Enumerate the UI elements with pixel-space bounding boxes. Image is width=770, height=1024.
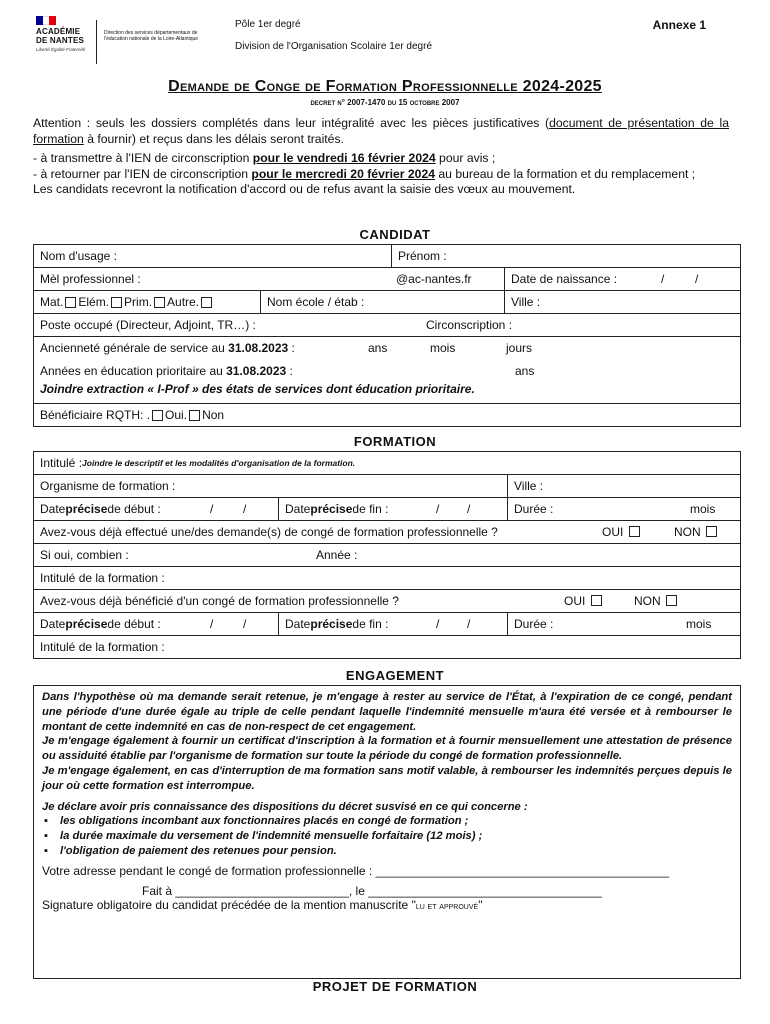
anciennete-field[interactable] — [40, 341, 295, 355]
deja-demande-non — [674, 525, 719, 539]
mat-checkbox[interactable] — [65, 297, 76, 308]
signature-line[interactable] — [42, 898, 732, 915]
intitule-formation-field-1[interactable] — [34, 567, 740, 589]
date-fin-precise-1: précise — [310, 502, 353, 516]
return-pre: - à retourner par l'IEN de circonscription — [33, 166, 252, 181]
naissance-field[interactable] — [504, 268, 740, 290]
annees-ep-ans: ans — [515, 364, 535, 378]
rqth-non-checkbox[interactable] — [189, 410, 200, 421]
notification-line: Les candidats recevront la notification d'accord ou de refus avant la saisie des vœux au mouvement. — [33, 182, 576, 196]
formation-ville-label: Ville : — [514, 479, 544, 493]
row-rqth — [34, 404, 740, 426]
deja-beneficie-oui-label: OUI — [564, 594, 586, 608]
intitule-hint: Joindre le descriptif et les modalités d'organisation de la formation. — [82, 458, 356, 468]
transmit-line — [33, 151, 729, 167]
list-item: ▪ la durée maximale du versement de l'indemnité mensuelle forfaitaire (12 mois) ; — [60, 829, 732, 844]
ville-field[interactable] — [504, 291, 740, 313]
mel-label: Mèl professionnel : — [40, 272, 141, 286]
logo-name-line2: DE NANTES — [36, 36, 85, 45]
anciennete-jours: jours — [506, 341, 533, 355]
date-debut-pre-1: Date — [40, 502, 66, 516]
signature-mention: lu et approuvé — [415, 901, 479, 913]
intitule-label: Intitulé : — [40, 456, 83, 470]
logo-motto: Liberté Égalité Fraternité — [36, 47, 86, 52]
date-debut-precise-2: précise — [65, 617, 108, 631]
date-fin-pre-2: Date — [285, 617, 311, 631]
formation-table — [33, 451, 741, 659]
row-deja-beneficie — [34, 590, 740, 613]
anciennete-ans: ans — [368, 341, 388, 355]
signature-quote: " — [478, 898, 483, 913]
attention-paragraph — [33, 116, 729, 147]
circonscription-label: Circonscription : — [426, 318, 513, 332]
intitule-field[interactable] — [34, 452, 740, 474]
row-combien — [34, 544, 740, 567]
return-date: pour le mercredi 20 février 2024 — [251, 166, 435, 181]
engagement-box — [33, 685, 741, 979]
attention-pre: Attention : seuls les dossiers complétés dans leur intégralité avec les pièces justificatives ( — [33, 116, 550, 130]
formation-title: FORMATION — [353, 434, 437, 449]
combien-field[interactable] — [34, 544, 740, 566]
duree-mois-2: mois — [686, 617, 712, 631]
pole-label: Pôle 1er degré — [235, 19, 301, 30]
rqth-oui-label: Oui. — [165, 408, 188, 422]
annees-ep-field[interactable] — [40, 364, 293, 378]
deja-demande-group — [34, 521, 740, 543]
candidat-title: CANDIDAT — [359, 227, 431, 242]
duree-label-1: Durée : — [514, 502, 554, 516]
mel-field[interactable] — [34, 268, 504, 290]
logo-direction: Direction des services départementaux de l'éducation nationale de la Loire-Atlantique — [104, 30, 199, 42]
combien-label: Si oui, combien : — [40, 548, 129, 562]
row-intitule — [34, 452, 740, 475]
deja-demande-non-checkbox[interactable] — [706, 526, 717, 537]
date-fin-slash-1b: / — [467, 502, 471, 516]
deja-beneficie-label: Avez-vous déjà bénéficié d'un congé de formation professionnelle ? — [40, 594, 399, 608]
deja-demande-non-label: NON — [674, 525, 701, 539]
row-deja-demande — [34, 521, 740, 544]
annees-ep-colon: : — [286, 364, 293, 378]
anciennete-label: Ancienneté générale de service au — [40, 341, 229, 355]
deja-beneficie-oui — [564, 594, 604, 608]
engagement-p4: Je déclare avoir pris connaissance des dispositions du décret susvisé en ce qui concerne : — [42, 800, 528, 813]
row-anciennete — [34, 337, 740, 404]
row-organisme — [34, 475, 740, 498]
rqth-non-label: Non — [202, 408, 225, 422]
deja-beneficie-oui-checkbox[interactable] — [591, 595, 602, 606]
duree-mois-1: mois — [690, 502, 716, 516]
division-label: Division de l'Organisation Scolaire 1er degré — [235, 41, 433, 52]
date-fin-slash-2a: / — [436, 617, 440, 631]
page-title: Demande de Conge de Formation Professionnelle 2024-2025 — [168, 78, 602, 95]
rqth-group — [34, 404, 740, 426]
autre-checkbox[interactable] — [201, 297, 212, 308]
list-item: ▪ les obligations incombant aux fonctionnaires placés en congé de formation ; — [60, 814, 732, 829]
row-mel — [34, 268, 740, 291]
date-fin-precise-2: précise — [310, 617, 353, 631]
marianne-flag-icon — [36, 16, 56, 25]
anciennete-date: 31.08.2023 — [228, 341, 289, 355]
engagement-title: ENGAGEMENT — [345, 668, 445, 683]
prenom-label: Prénom : — [398, 249, 447, 263]
duree-field-1[interactable] — [507, 498, 740, 520]
mel-domain: @ac-nantes.fr — [396, 272, 472, 286]
logo-name-line1: ACADÉMIE — [36, 27, 81, 36]
annexe-label: Annexe 1 — [652, 18, 706, 32]
deja-beneficie-non-checkbox[interactable] — [666, 595, 677, 606]
row-intitule-formation-2 — [34, 636, 740, 658]
autre-label: Autre. — [167, 295, 200, 309]
deja-demande-oui — [602, 525, 642, 539]
organisme-field[interactable] — [34, 475, 507, 497]
nom-usage-field[interactable] — [34, 245, 391, 267]
deja-demande-oui-checkbox[interactable] — [629, 526, 640, 537]
date-fin-field-1[interactable] — [278, 498, 507, 520]
intro-text — [33, 116, 729, 198]
rqth-oui-checkbox[interactable] — [152, 410, 163, 421]
date-debut-field-2[interactable] — [34, 613, 278, 635]
date-debut-slash-1b: / — [243, 502, 247, 516]
candidat-table — [33, 244, 741, 427]
engagement-p3: Je m'engage également, en cas d'interruption de ma formation sans motif valable, à rembourser les indemnités perçues depuis le jour où cette formation est interrompue. — [42, 764, 732, 792]
joindre-iprof-note: Joindre extraction « I-Prof » des états de services dont éducation prioritaire. — [40, 382, 475, 396]
ville-label: Ville : — [511, 295, 541, 309]
prim-checkbox[interactable] — [154, 297, 165, 308]
date-debut-label-1: de début : — [107, 502, 161, 516]
nom-ecole-field[interactable] — [260, 291, 504, 313]
date-fin-slash-1a: / — [436, 502, 440, 516]
nom-usage-label: Nom d'usage : — [40, 249, 117, 263]
academie-logo — [36, 16, 98, 52]
intitule-formation-label-2: Intitulé de la formation : — [40, 640, 165, 654]
ecole-type-group — [34, 291, 260, 313]
annees-ep-label: Années en éducation prioritaire au — [40, 364, 227, 378]
annees-ep-date: 31.08.2023 — [226, 364, 287, 378]
date-fin-field-2[interactable] — [278, 613, 507, 635]
transmit-post: pour avis ; — [435, 151, 496, 165]
attention-post: à fournir) et reçus dans les délais seront traités. — [83, 131, 344, 146]
list-item: ▪ l'obligation de paiement des retenues pour pension. — [60, 844, 732, 859]
row-nom — [34, 245, 740, 268]
date-fin-pre-1: Date — [285, 502, 311, 516]
anciennete-mois: mois — [430, 341, 456, 355]
date-fin-label-1: de fin : — [352, 502, 389, 516]
attention-underlined: document de présentation de la formation — [33, 116, 729, 146]
deja-beneficie-group — [34, 590, 740, 612]
anciennete-colon: : — [288, 341, 295, 355]
logo-separator — [96, 20, 97, 64]
intitule-formation-field-2[interactable] — [34, 636, 740, 658]
decret-reference: decret n° 2007-1470 du 15 octobre 2007 — [310, 98, 460, 107]
row-poste — [34, 314, 740, 337]
poste-field[interactable] — [34, 314, 740, 336]
row-dates-1 — [34, 498, 740, 521]
date-debut-precise-1: précise — [65, 502, 108, 516]
duree-field-2[interactable] — [507, 613, 740, 635]
date-fin-slash-2b: / — [467, 617, 471, 631]
return-post: au bureau de la formation et du remplacement ; — [435, 166, 696, 181]
row-ecole — [34, 291, 740, 314]
naissance-slash-1: / — [661, 272, 665, 286]
date-debut-slash-2a: / — [210, 617, 214, 631]
transmit-date: pour le vendredi 16 février 2024 — [252, 151, 436, 165]
date-debut-label-2: de début : — [107, 617, 161, 631]
signature-label: Signature obligatoire du candidat précédée de la mention manuscrite " — [42, 898, 416, 913]
organisme-label: Organisme de formation : — [40, 479, 176, 493]
poste-label: Poste occupé (Directeur, Adjoint, TR…) : — [40, 318, 256, 332]
annee-label: Année : — [316, 548, 358, 562]
date-debut-slash-2b: / — [243, 617, 247, 631]
deja-beneficie-non-label: NON — [634, 594, 661, 608]
return-line — [33, 167, 729, 183]
deja-demande-oui-label: OUI — [602, 525, 624, 539]
formation-ville-field[interactable] — [507, 475, 740, 497]
naissance-label: Date de naissance : — [511, 272, 618, 286]
fait-a-field[interactable]: Fait à __________________________, le ___________________________________ — [142, 883, 602, 898]
adresse-field[interactable]: Votre adresse pendant le congé de formation professionnelle : ____________________________________________ — [42, 863, 670, 878]
engagement-p2: Je m'engage également à fournir un certificat d'inscription à la formation et à fournir mensuellement une attestation de présence ou assiduité établie par l'organisme de formation sur toute la période du congé de formation professionnelle. — [42, 735, 732, 763]
naissance-slash-2: / — [695, 272, 699, 286]
engagement-bullets — [42, 814, 732, 858]
elem-checkbox[interactable] — [111, 297, 122, 308]
transmit-pre: - à transmettre à l'IEN de circonscription — [33, 151, 253, 165]
date-debut-pre-2: Date — [40, 617, 66, 631]
projet-title: PROJET DE FORMATION — [312, 979, 478, 994]
row-dates-2 — [34, 613, 740, 636]
date-debut-field-1[interactable] — [34, 498, 278, 520]
date-fin-label-2: de fin : — [352, 617, 389, 631]
date-debut-slash-1a: / — [210, 502, 214, 516]
prenom-field[interactable] — [391, 245, 740, 267]
deja-demande-label: Avez-vous déjà effectué une/des demande(s) de congé de formation professionnelle ? — [40, 525, 498, 539]
intitule-formation-label-1: Intitulé de la formation : — [40, 571, 165, 585]
elem-label: Elém. — [78, 295, 110, 309]
nom-ecole-label: Nom école / étab : — [267, 295, 365, 309]
row-intitule-formation-1 — [34, 567, 740, 590]
duree-label-2: Durée : — [514, 617, 554, 631]
rqth-label: Bénéficiaire RQTH: . — [40, 408, 151, 422]
prim-label: Prim. — [124, 295, 153, 309]
deja-beneficie-non — [634, 594, 679, 608]
mat-label: Mat. — [40, 295, 64, 309]
engagement-p1: Dans l'hypothèse où ma demande serait retenue, je m'engage à rester au service de l'État, à l'expiration de ce congé, pendant une période d'une durée égale au triple de celle pendant laquelle l'indemnité mensuelle m'aura été versée et à rembourser le montant de cette indemnité en cas de non-respect de cet engagement. — [42, 691, 732, 733]
